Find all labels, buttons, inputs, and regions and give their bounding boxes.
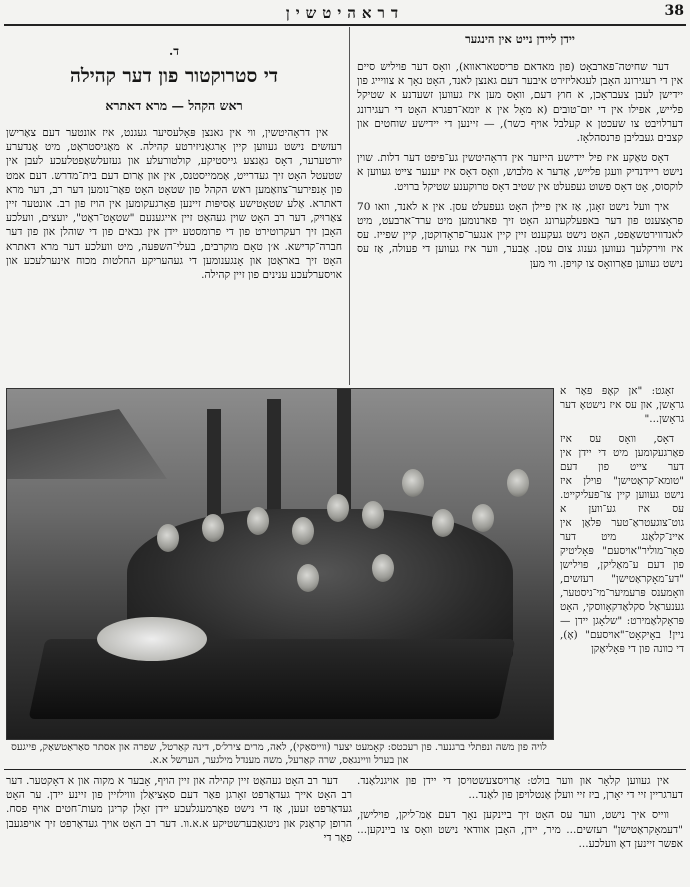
caption-rule xyxy=(4,769,686,770)
header-rule xyxy=(4,24,686,26)
photo-face xyxy=(432,509,454,537)
funeral-photograph xyxy=(6,388,554,740)
article-paragraph: איך וועל נישט זאָגן, אַז אין פיילן האָט געפעלט עסן. אין א לאנד, וואו 70 פראָצענט פון דער באפעלקערונג האָט זיך פארנומען מיט ערד־ארבעט, מיט לאנדווירטשאַפט, האָט נישט געקענט זיין קיין אנגער־פראָדוקטן, קיין שפייז. עס איז ווירקלעך געווען גענוג צום עסן. אַבער, ווער איז געווען די פעולה, אַז עס נישט געווען פאַרוואָס צו קויפן. ווי מען xyxy=(357,200,683,270)
photo-face xyxy=(472,504,494,532)
page-number: 38 xyxy=(664,3,684,19)
article-heading: יידן ליידן נייט אין הינגער xyxy=(465,32,575,46)
photo-face xyxy=(402,469,424,497)
bottom-paragraph: ווייס איך נישט, ווער עס האָט זיך ביינקען נאָך דעם אַמ־ליקן, פוילישן, "דעמאָקראַטישן" רעזשים... מיר, יידן, האָבן אוודאי נישט וואָס צו ביינקען... אפשר זיינען דאָ וועלכע... xyxy=(357,809,683,850)
photo-face xyxy=(372,554,394,582)
bottom-paragraph: דער רב האָט געהאַט זיין קהילה און זיין הויף, אָבער א מקוה און א דאָקטער. דער רב האָט אייך געדאַרפט זאָרגן פאַר דעם סאָציאַלן וווילזיין פון זיינע יידן. ער האָט געדאַרפט זעען, אַז די נישט פאַרמעגלעכע יידן זאָלן קריגן מעות־חטים אויף פסח. הרופן קראַנק און ניטגאַבערשטיקע א.א.וו. דער רב האָט אויך געדאַרפט זיך אויפגעבן פאַר די xyxy=(6,775,352,844)
photo-face xyxy=(327,494,349,522)
narrow-column xyxy=(560,384,684,662)
column-divider xyxy=(349,27,350,385)
section-subtitle: ראש הקהל — מרא דאתרא xyxy=(105,98,243,113)
photo-face xyxy=(297,564,319,592)
photo-face xyxy=(507,469,529,497)
photo-coffin xyxy=(28,639,515,719)
photo-face xyxy=(362,501,384,529)
article-column-right xyxy=(357,32,683,277)
photo-face xyxy=(202,514,224,542)
section-paragraph: אין דראָהיטשין, ווי אין גאנצן פּאָלעסיער געגנט, איז אונטער דעם צאַרישן רעזשים נישט געווען קיין אָרגאַניזירטע קהילה. א מאַגיסטראַט, מיט אַנדערע יורטערער, דאָס גאַנצע גייסטיקע, קולטורעלע און געזעלשאַפטלעכע לעבן אין שטעטל האָט זיך געדרייט, אַממייסטנס, אין און אַרום דעם בית־מדרש. דעם אמט פון אָנפירער־צוזאַמען ראש הקהל פון שטאָט האָט פאַר־נומען דער רב, דער מרא דאתרא. אַלע שטאָטישע אַסיפּות זיינען פאָרגעקומען אין הויז פון רב. אונטער זיין צאַרוּיק, דער רב האָט שוין געהאַט זיין אייגענעם "שטאָט־ראַט", יועצים, וועלכע האָבן זיך רעקרוטירט פון די פרומסטע יידן אין גבאים פון די שוהלן און פון דער חברה־קדישא. א׳ן טאָם מוקרבים, בעלי־השפּעה, מיט וועלכע דער מרא דאתרא האָט זיך באראַטן און אָנגענומען די געהעריקע החלטות מכוח אינערלעכע און אויסערלעכע ענינים פון זיין קהילה. xyxy=(6,127,342,282)
article-paragraph: דאָס טאַקע איז פיל יידישע הייזער אין דראָהיטשין גע־פיפט דער דלות. שוין נישט ריידנדיק וועגן פלייש, אַדער א מלבוש, וואָס דאָס איז יענער צייט געווען א לוקסוס, אָט דאָס פשוט געפעלט אין שטיב דאָס טרוקענע שטיקל ברויט. xyxy=(357,152,683,193)
section-column-left xyxy=(6,32,342,288)
article-paragraph: דער שחיטה־פארבאָט (פון מאדאם פריסטאראווא), וואָס דער פויליש סיים אין די רעגירונג האָבן לעגאליזירט איבער דעם גאנצן לאנד, האָט נאָך א צוויייג פון יידישן לעבן צעבראָכן, א חוץ דעם, וואָס מען איז געווען זשעדנע א שטיקל פלייש, אפילו אין די יום־טובים (א מאָל אין א יומא־דפגרא האָט די רעגירונג דערלויבט צו שעכטן א קעלבל אויף כשר), — זיינען די יידישע שוחטים און קצבים געבליבן פרנסהלאָז. xyxy=(357,61,683,145)
section-number: ד. xyxy=(169,44,179,58)
photo-caption: לויה פון משה ונפתלי ברגנער. פון רעכטס: קאָמעט יצער (ווייסאַקי), לאה, מרים צירל׳ס, דינה קאַרטל, שפרה און אסתר סאַראַטשאַק, פייגעס און בערל וויינגאַס, שרה קאַרעל, משה מענדל מילגער, הערשל א.א. xyxy=(11,742,547,766)
bottom-paragraph: אין געווען קלאָר און ווער בולט: אַרויסצעשטויסן די יידן פון אויגנלאַנד. דערגריין זיי די יאָרן, ביז זיי וועלן אַנטלויפן פון לאַנד... xyxy=(357,775,683,802)
bottom-column-left xyxy=(6,774,352,851)
photo-building-roof xyxy=(7,409,167,479)
photo-face xyxy=(247,507,269,535)
section-title: די סטרוקטור פון דער קהילה xyxy=(69,65,279,87)
photo-shroud xyxy=(97,617,207,661)
narrow-paragraph: זאָגט: "אן קאָפּ פאַר א גראָשן, און עס איז נישטאָ דער גראָשן..." xyxy=(560,385,684,425)
photo-face xyxy=(157,524,179,552)
bottom-column-right xyxy=(357,774,683,857)
photo-face xyxy=(292,517,314,545)
narrow-paragraph: דאָס, וואָס עס איז פאַרגעקומען מיט די יידן אין דער צייט פון דעם "טומא־קראַטישן" פוילן איז נישט געווען קיין צו־פעליקייט. עס איז גע־ווען א גוט־צוגעטראַ־טער פּלאַן אין איינ־קלאַנג מיט דער פאָר־מוליר"אויסעם" פּאָליטיק פון דעם ע־מאַליקן, פוילישן "דע־מאָקראַטישן" רעזשים, וואָמענס פּרעמיער־מי־ניסטער, גענעראַל סקלאַדקאָווסקי, האָט פּראָקלאַמירט: "שלאָגן יידן — ניין! באָיקאָט־"אויסעם" (אָ), די כוונה פון די פּאָליאַקן xyxy=(560,433,684,655)
running-header-title: דראהיטשין xyxy=(285,4,405,22)
